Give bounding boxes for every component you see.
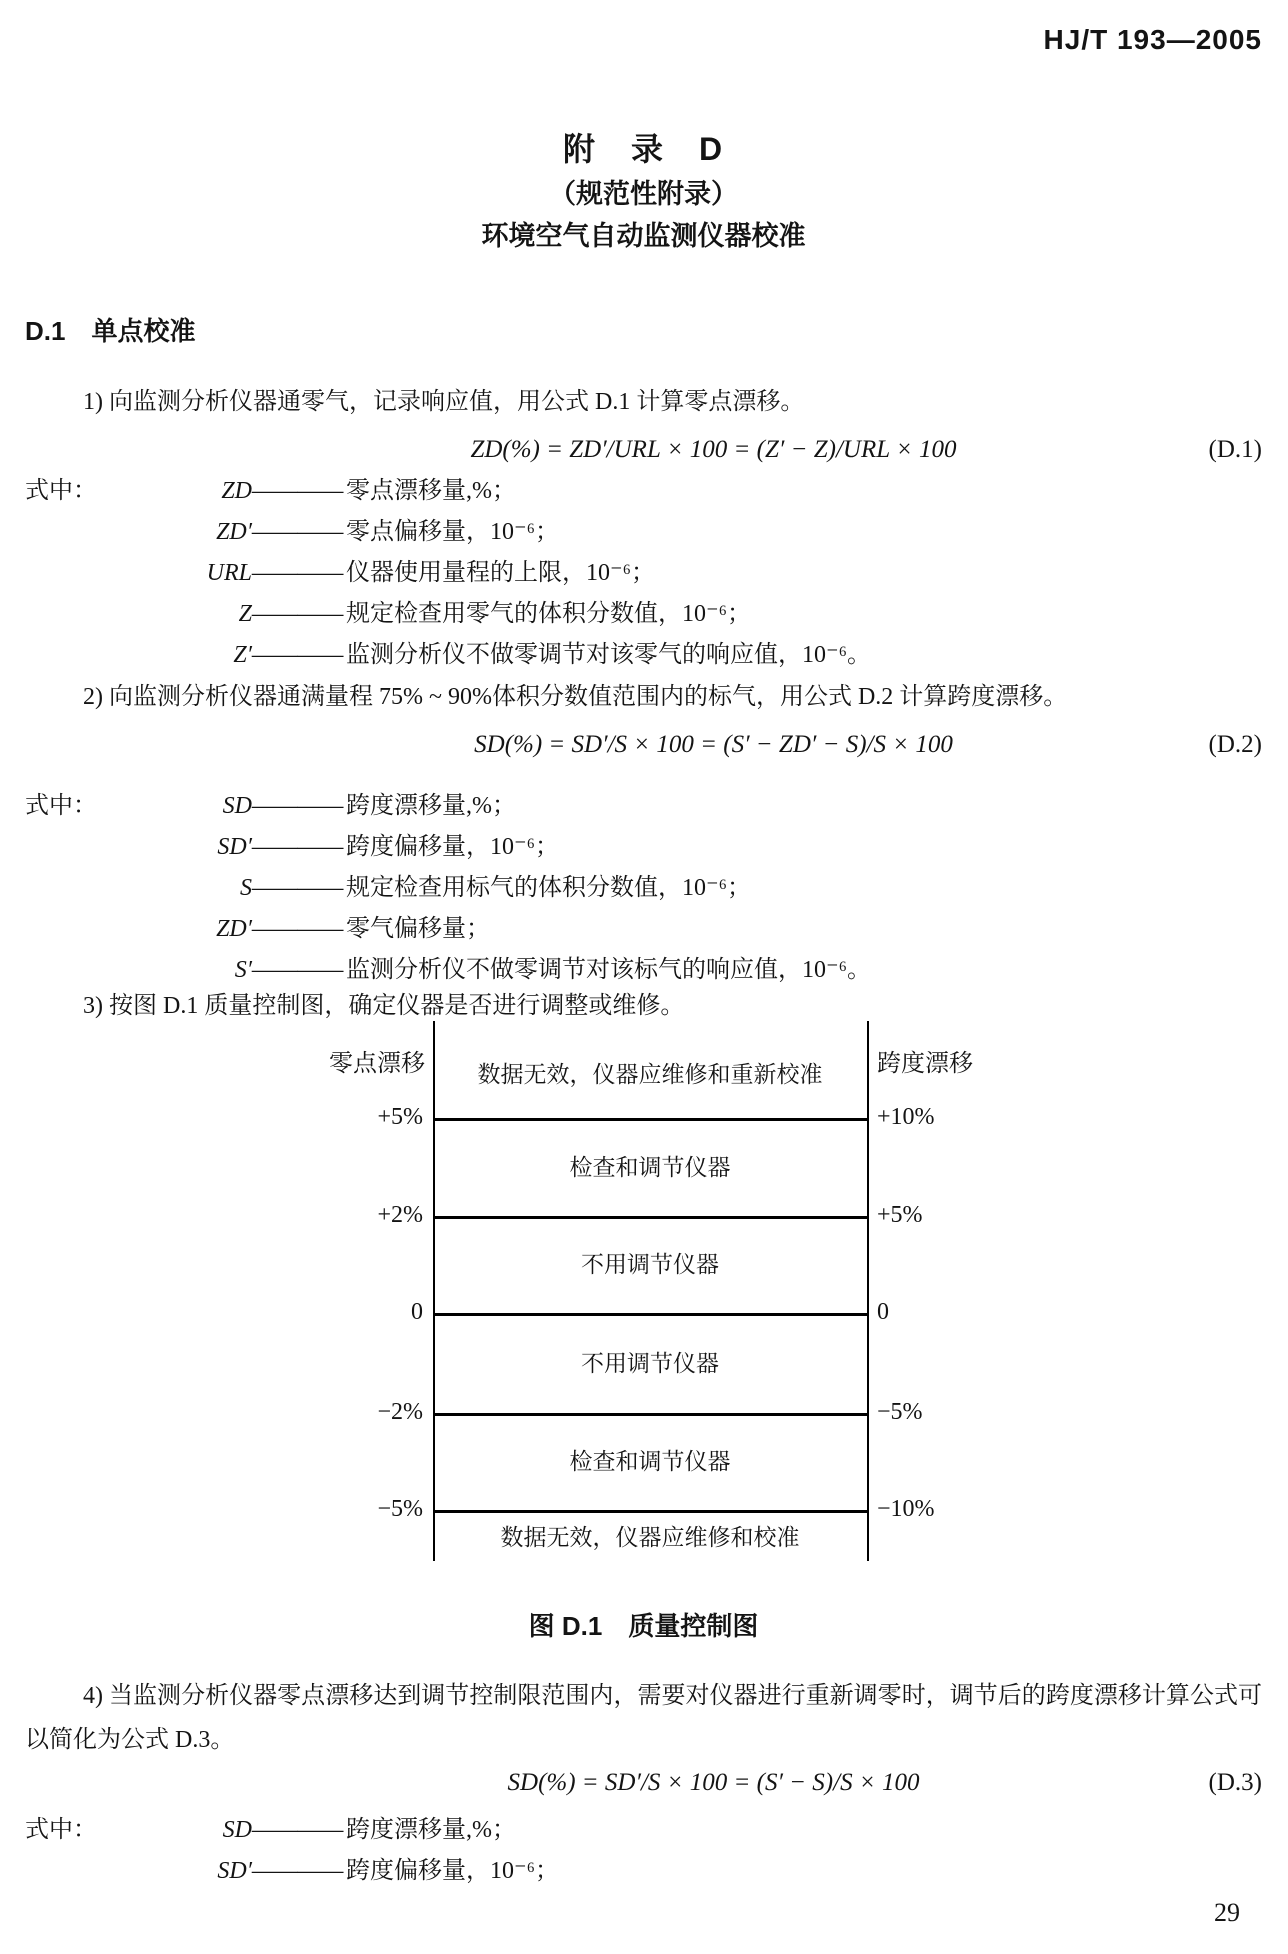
- definition-row: [25, 868, 1262, 909]
- definition-row: [25, 594, 1262, 635]
- term-dash: ——: [252, 560, 344, 586]
- definition-row: [25, 471, 1262, 512]
- where-spacer: [25, 594, 125, 635]
- definitions-block-d3: [25, 1810, 1262, 1892]
- formula-d1-label: (D.1): [1208, 436, 1262, 463]
- definition-row: [25, 827, 1262, 868]
- definition-term: ZD′: [216, 519, 252, 545]
- chart-zone-label: 检查和调节仪器: [569, 1449, 731, 1474]
- term-dash: ——: [252, 1817, 344, 1843]
- paragraph-item-4: 4) 当监测分析仪器零点漂移达到调节控制限范围内，需要对仪器进行重新调零时，调节后的跨度漂移计算公式可以简化为公式 D.3。: [25, 1683, 1262, 1753]
- term-dash: ——: [252, 957, 344, 983]
- right-axis-tick: 0: [877, 1299, 889, 1325]
- where-spacer: [25, 512, 125, 553]
- definitions-block-d1: [25, 471, 1262, 676]
- chart-zone-label: 不用调节仪器: [581, 1351, 719, 1376]
- chart-threshold-line: [433, 1216, 869, 1219]
- definition-desc: 零点偏移量，10⁻⁶；: [346, 519, 560, 545]
- paragraph-item-1: 1) 向监测分析仪器通零气，记录响应值，用公式 D.1 计算零点漂移。: [83, 389, 805, 415]
- left-axis-tick: −2%: [377, 1399, 423, 1425]
- definition-desc: 跨度偏移量，10⁻⁶；: [346, 834, 560, 860]
- quality-control-chart: [25, 1021, 1262, 1563]
- definition-term: Z′: [233, 642, 252, 668]
- definition-term: SD: [222, 1817, 252, 1843]
- definition-desc: 零气偏移量；: [346, 916, 490, 942]
- formula-d1-expression: ZD(%) = ZD′/URL × 100 = (Z′ − Z)/URL × 100: [470, 436, 957, 463]
- where-spacer: [25, 868, 125, 909]
- left-axis-tick: +5%: [377, 1104, 423, 1130]
- section-heading: D.1 单点校准: [25, 316, 196, 346]
- chart-zone-label: 不用调节仪器: [581, 1252, 719, 1277]
- chart-zone-label: 检查和调节仪器: [569, 1155, 731, 1180]
- term-dash: ——: [252, 478, 344, 504]
- definition-row: [25, 512, 1262, 553]
- formula-d3: [25, 1764, 1262, 1804]
- definition-desc: 规定检查用零气的体积分数值，10⁻⁶；: [346, 601, 752, 627]
- definition-desc: 仪器使用量程的上限，10⁻⁶；: [346, 560, 656, 586]
- term-dash: ——: [252, 1858, 344, 1884]
- definition-term: Z: [238, 601, 252, 627]
- where-spacer: [25, 553, 125, 594]
- term-dash: ——: [252, 916, 344, 942]
- formula-d3-label: (D.3): [1208, 1769, 1262, 1796]
- figure-caption: 图 D.1 质量控制图: [528, 1611, 759, 1641]
- right-axis-tick: +10%: [877, 1104, 935, 1130]
- where-label: 式中：: [25, 478, 97, 504]
- definition-row: [25, 1851, 1262, 1892]
- definition-term: ZD: [221, 478, 252, 504]
- left-axis-tick: 0: [411, 1299, 423, 1325]
- chart-left-axis-line: [433, 1021, 435, 1561]
- definition-term: S: [240, 875, 252, 901]
- term-dash: ——: [252, 519, 344, 545]
- left-axis-tick: +2%: [377, 1202, 423, 1228]
- definition-row: [25, 635, 1262, 676]
- term-dash: ——: [252, 793, 344, 819]
- term-dash: ——: [252, 642, 344, 668]
- chart-threshold-line: [433, 1510, 869, 1513]
- left-axis-title: 零点漂移: [329, 1051, 425, 1077]
- right-axis-tick: +5%: [877, 1202, 923, 1228]
- left-axis-tick: −5%: [377, 1496, 423, 1522]
- formula-d1: [25, 431, 1262, 471]
- definition-row: [25, 786, 1262, 827]
- where-spacer: [25, 950, 125, 991]
- definition-term: SD′: [217, 1858, 252, 1884]
- definition-row: [25, 1810, 1262, 1851]
- right-axis-title: 跨度漂移: [877, 1051, 973, 1077]
- page-number: 29: [1214, 1898, 1240, 1927]
- appendix-name: 环境空气自动监测仪器校准: [481, 221, 806, 251]
- definition-desc: 规定检查用标气的体积分数值，10⁻⁶；: [346, 875, 752, 901]
- formula-d2-label: (D.2): [1208, 731, 1262, 758]
- paragraph-item-3: 3) 按图 D.1 质量控制图，确定仪器是否进行调整或维修。: [83, 993, 685, 1019]
- chart-threshold-line: [433, 1118, 869, 1121]
- definition-term: SD′: [217, 834, 252, 860]
- formula-d2: [25, 726, 1262, 766]
- definition-desc: 监测分析仪不做零调节对该标气的响应值，10⁻⁶。: [346, 957, 872, 983]
- right-axis-tick: −10%: [877, 1496, 935, 1522]
- standard-code: HJ/T 193—2005: [1043, 24, 1262, 55]
- where-spacer: [25, 635, 125, 676]
- chart-zero-line: [433, 1313, 869, 1316]
- definition-term: S′: [234, 957, 252, 983]
- definition-desc: 监测分析仪不做零调节对该零气的响应值，10⁻⁶。: [346, 642, 872, 668]
- definition-desc: 跨度偏移量，10⁻⁶；: [346, 1858, 560, 1884]
- term-dash: ——: [252, 601, 344, 627]
- term-dash: ——: [252, 875, 344, 901]
- definition-row: [25, 909, 1262, 950]
- definitions-block-d2: [25, 786, 1262, 991]
- where-label: 式中：: [25, 793, 97, 819]
- formula-d3-expression: SD(%) = SD′/S × 100 = (S′ − S)/S × 100: [507, 1769, 920, 1796]
- chart-zone-label: 数据无效，仪器应维修和重新校准: [477, 1062, 823, 1087]
- where-spacer: [25, 909, 125, 950]
- where-label: 式中：: [25, 1817, 97, 1843]
- definition-row: [25, 950, 1262, 991]
- definition-term: URL: [206, 560, 252, 586]
- where-spacer: [25, 827, 125, 868]
- appendix-subtitle: （规范性附录）: [549, 179, 738, 209]
- chart-threshold-line: [433, 1413, 869, 1416]
- definition-desc: 跨度漂移量,%；: [346, 1817, 516, 1843]
- chart-zone-label: 数据无效，仪器应维修和校准: [500, 1525, 800, 1550]
- where-spacer: [25, 1851, 125, 1892]
- term-dash: ——: [252, 834, 344, 860]
- right-axis-tick: −5%: [877, 1399, 923, 1425]
- definition-term: ZD′: [216, 916, 252, 942]
- chart-right-axis-line: [867, 1021, 869, 1561]
- definition-row: [25, 553, 1262, 594]
- definition-desc: 跨度漂移量,%；: [346, 793, 516, 819]
- appendix-title: 附 录 D: [562, 131, 725, 167]
- formula-d2-expression: SD(%) = SD′/S × 100 = (S′ − ZD′ − S)/S × 100: [474, 731, 953, 758]
- paragraph-item-2: 2) 向监测分析仪器通满量程 75% ~ 90%体积分数值范围内的标气，用公式 D.2 计算跨度漂移。: [83, 684, 1068, 710]
- definition-desc: 零点漂移量,%；: [346, 478, 516, 504]
- definition-term: SD: [222, 793, 252, 819]
